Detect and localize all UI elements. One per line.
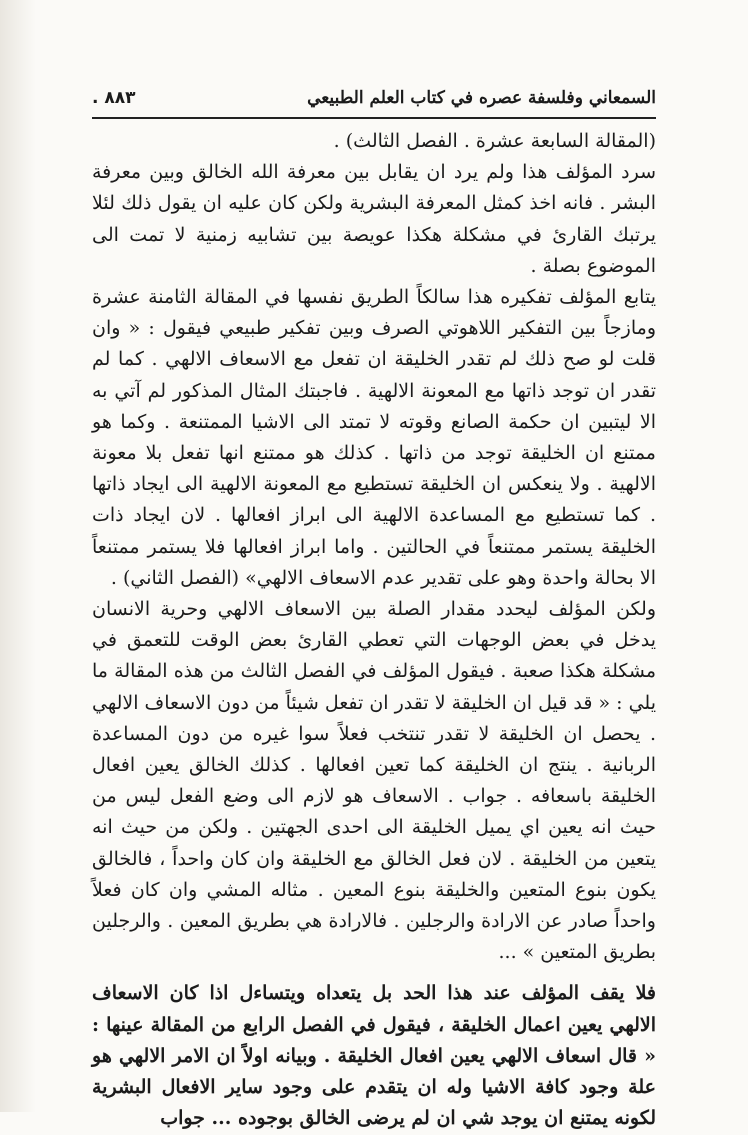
section-divider <box>92 968 656 978</box>
body-text <box>92 126 656 1135</box>
paragraph-1: سرد المؤلف هذا ولم يرد ان يقابل بين معرفة الله الخالق وبين معرفة البشر . فانه اخذ كمثل المعرفة البشرية ولكن كان عليه ان يقول ذلك لئلا يرتبك القارئ في مشكلة هكذا عويصة بين تشابيه زمنية لا تمت الى الموضوع بصلة . <box>92 161 656 277</box>
header-rule <box>92 117 656 119</box>
scan-shadow <box>0 0 36 1112</box>
running-title: السمعاني وفلسفة عصره في كتاب العلم الطبيعي <box>307 88 656 108</box>
paragraph-3: ولكن المؤلف ليحدد مقدار الصلة بين الاسعاف الالهي وحرية الانسان يدخل في بعض الوجهات التي تعطي القارئ بعض الوقت للتعمق في مشكلة هكذا صعبة . فيقول المؤلف في الفصل الثالث من هذه المقالة ما يلي : « قد قيل ان الخليقة لا تقدر ان تفعل شيئاً من دون الاسعاف الالهي . يحصل ان الخليقة لا تقدر تنتخب فعلاً سوا غيره من دون المساعدة الربانية . ينتج ان الخليقة كما تعين افعالها . كذلك الخالق يعين افعال الخليقة باسعافه . جواب . الاسعاف هو لازم الى وضع الفعل ليس من حيث انه يعين اي يميل الخليقة الى احدى الجهتين . ولكن من حيث انه يتعين من الخليقة . لان فعل الخالق مع الخليقة وان كان واحداً ، فالخالق يكون بنوع المتعين والخليقة بنوع المعين . مثاله المشي وان كان فعلاً واحداً صادر عن الارادة والرجلين . فالارادة هي بطريق المعين . والرجلين بطريق المتعين » ... <box>92 598 656 964</box>
page-header <box>92 84 656 112</box>
page-number: ٨٨٣ . <box>92 88 136 108</box>
paragraph-source-citation: (المقالة السابعة عشرة . الفصل الثالث) . <box>333 130 656 152</box>
paragraph-2: يتابع المؤلف تفكيره هذا سالكاً الطريق نفسها في المقالة الثامنة عشرة ومازجاً بين التفكير اللاهوتي الصرف وبين تفكير طبيعي فيقول : « وان قلت لو صح ذلك لم تقدر الخليقة ان تفعل مع الاسعاف الالهي . كما لم تقدر ان توجد ذاتها مع المعونة الالهية . فاجبتك المثال المذكور لم آتي به الا ليتبين ان حكمة الصانع وقوته لا تمتد الى الاشيا الممتنعة . وكما هو ممتنع ان الخليقة توجد من ذاتها . كذلك هو ممتنع انها تفعل بلا معونة الالهية . ولا ينعكس ان الخليقة تستطيع مع المعونة الالهية الى ايجاد ذاتها . كما تستطيع مع المساعدة الالهية الى ابراز افعالها . لان ايجاد ذات الخليقة يستمر ممتنعاً في الحالتين . واما ابراز افعالها فلا يستمر ممتنعاً الا بحالة واحدة وهو على تقدير عدم الاسعاف الالهي» (الفصل الثاني) . <box>92 286 656 589</box>
paragraph-4: فلا يقف المؤلف عند هذا الحد بل يتعداه ويتساءل اذا كان الاسعاف الالهي يعين اعمال الخليقة ، فيقول في الفصل الرابع من المقالة عينها : « قال اسعاف الالهي يعين افعال الخليقة . وبيانه اولاً ان الامر الالهي هو علة وجود كافة الاشيا وله ان يتقدم على وجود ساير الافعال البشرية لكونه يمتنع ان يوجد شي ان لم يرضى الخالق بوجوده ... جواب <box>92 982 656 1130</box>
